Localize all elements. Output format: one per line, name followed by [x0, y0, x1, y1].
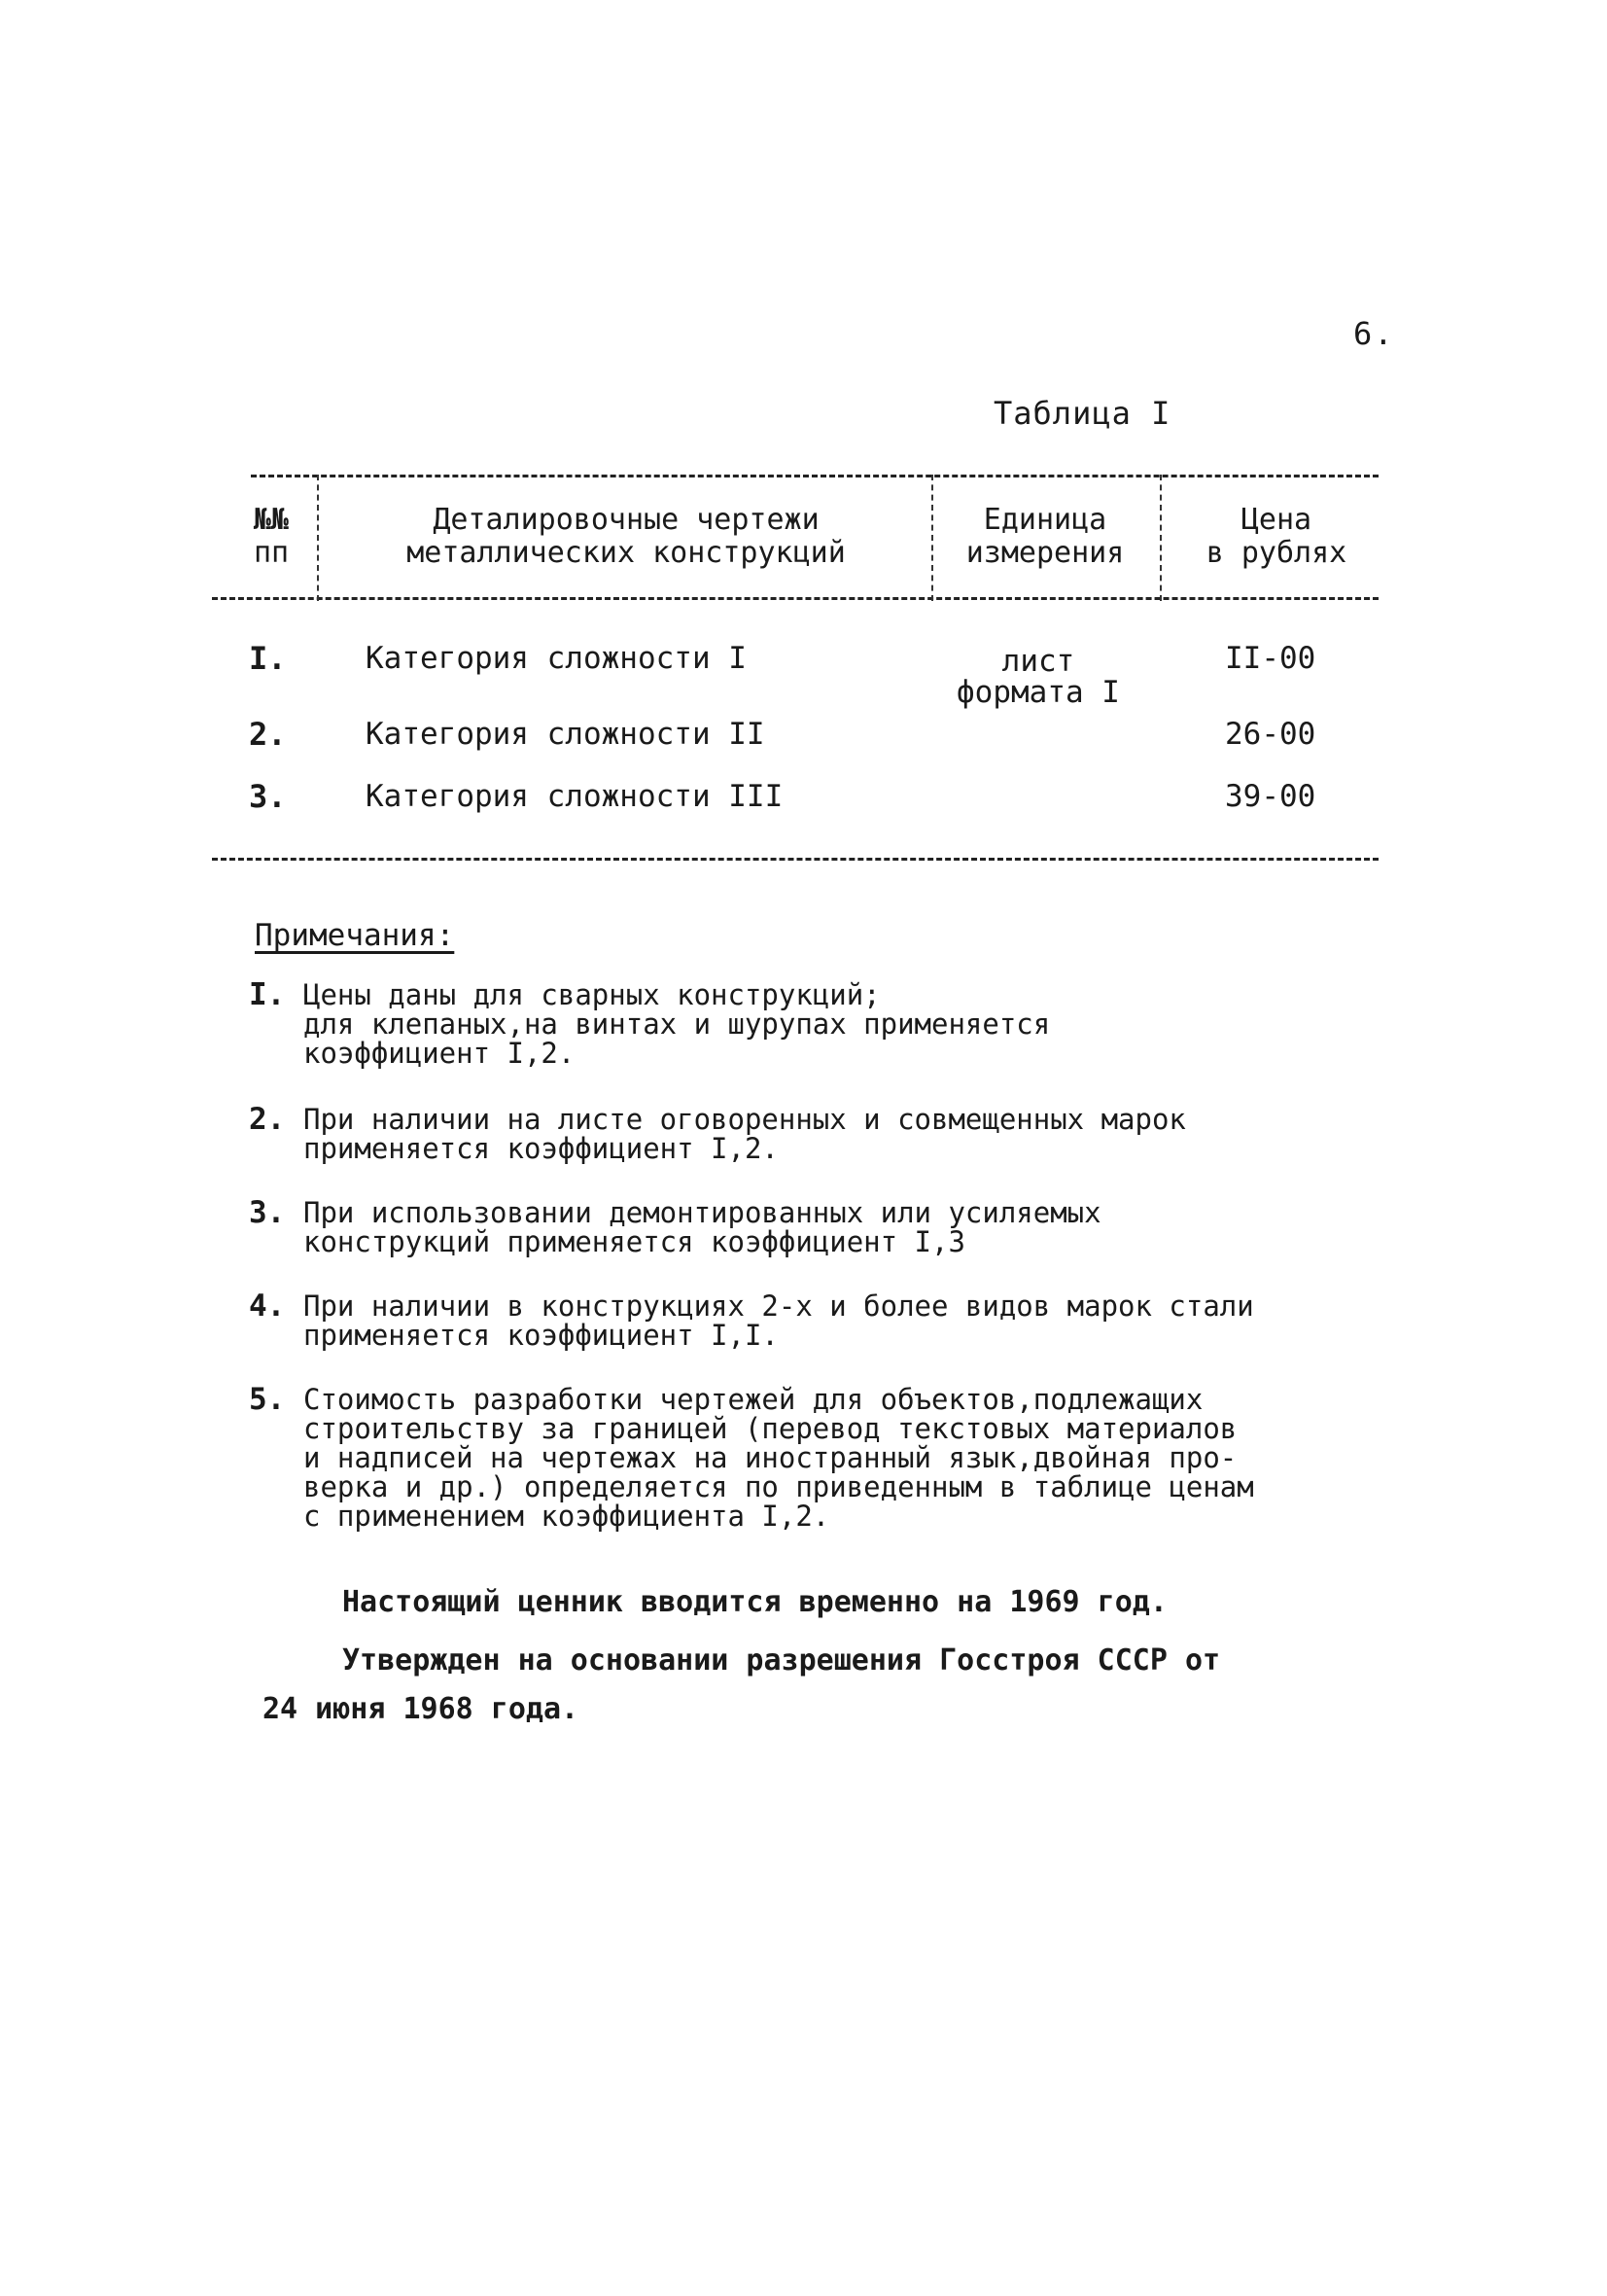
note-number: 4.: [249, 1289, 286, 1324]
header-price: [1172, 504, 1380, 570]
notes-title: Примечания:: [255, 918, 455, 953]
header-num: [237, 504, 305, 570]
note-item: [249, 977, 1396, 1077]
header-name: [331, 504, 922, 570]
note-number: I.: [249, 977, 286, 1012]
table-top-rule: [251, 475, 1379, 477]
note-line: Стоимость разработки чертежей для объектов,подлежащих: [303, 1383, 1204, 1416]
header-unit: [937, 504, 1153, 570]
row-price: 39-00: [1225, 779, 1316, 814]
row-name: Категория сложности III: [366, 779, 784, 814]
note-line: коэффициент I,2.: [303, 1037, 576, 1070]
note-line: строительству за границей (перевод текстовых материалов: [303, 1412, 1238, 1445]
header-name-line1: Деталировочные чертежи: [433, 503, 820, 537]
table-bottom-rule: [212, 858, 1379, 861]
header-unit-line1: Единица: [983, 503, 1107, 537]
note-item: [249, 1382, 1396, 1540]
note-line: применяется коэффициент I,I.: [303, 1319, 779, 1352]
note-line: и надписей на чертежах на иностранный язык,двойная про-: [303, 1441, 1238, 1474]
footer-validity: Настоящий ценник вводится временно на 1969 год.: [342, 1585, 1168, 1619]
note-item: [249, 1291, 1396, 1354]
header-unit-line2: измерения: [965, 536, 1125, 570]
note-line: для клепаных,на винтах и шурупах применяется: [303, 1007, 1051, 1041]
note-line: При использовании демонтированных или усиляемых: [303, 1196, 1101, 1229]
note-number: 3.: [249, 1195, 286, 1230]
row-num: 2.: [249, 716, 287, 753]
note-number: 2.: [249, 1102, 286, 1137]
note-text: [303, 1385, 1392, 1531]
header-num-line1: №№: [253, 503, 290, 537]
row-name: Категория сложности II: [366, 717, 765, 752]
header-price-line2: в рублях: [1205, 536, 1347, 570]
col-separator: [1160, 475, 1162, 601]
row-name: Категория сложности I: [366, 641, 747, 676]
col-separator: [317, 475, 319, 601]
row-num: I.: [249, 640, 287, 677]
row-price: II-00: [1225, 641, 1316, 676]
note-line: с применением коэффициента I,2.: [303, 1500, 830, 1533]
header-name-line2: металлических конструкций: [406, 536, 846, 570]
note-item: [249, 1102, 1396, 1167]
footer-approval: Утвержден на основании разрешения Госстроя СССР от: [342, 1643, 1221, 1678]
row-price: 26-00: [1225, 717, 1316, 752]
note-text: [303, 1291, 1392, 1350]
page-number: 6.: [1353, 315, 1395, 352]
note-text: [303, 1105, 1392, 1163]
note-line: При наличии в конструкциях 2-х и более видов марок стали: [303, 1289, 1254, 1323]
row-num: 3.: [249, 778, 287, 815]
note-text: [303, 980, 1392, 1068]
note-text: [303, 1198, 1392, 1256]
col-separator: [931, 475, 933, 601]
note-number: 5.: [249, 1382, 286, 1417]
row-unit: лист формата I: [957, 644, 1120, 710]
header-num-line2: пп: [253, 536, 290, 570]
note-line: При наличии на листе оговоренных и совмещенных марок: [303, 1103, 1186, 1136]
note-item: [249, 1195, 1396, 1260]
table-header-rule: [212, 597, 1379, 600]
header-price-line1: Цена: [1240, 503, 1312, 537]
note-line: конструкций применяется коэффициент I,3: [303, 1225, 965, 1258]
footer-approval-date: 24 июня 1968 года.: [262, 1692, 579, 1726]
table-caption: Таблица I: [994, 395, 1171, 432]
note-line: верка и др.) определяется по приведенным в таблице ценам: [303, 1470, 1254, 1503]
note-line: применяется коэффициент I,2.: [303, 1132, 779, 1165]
note-line: Цены даны для сварных конструкций;: [303, 978, 881, 1011]
